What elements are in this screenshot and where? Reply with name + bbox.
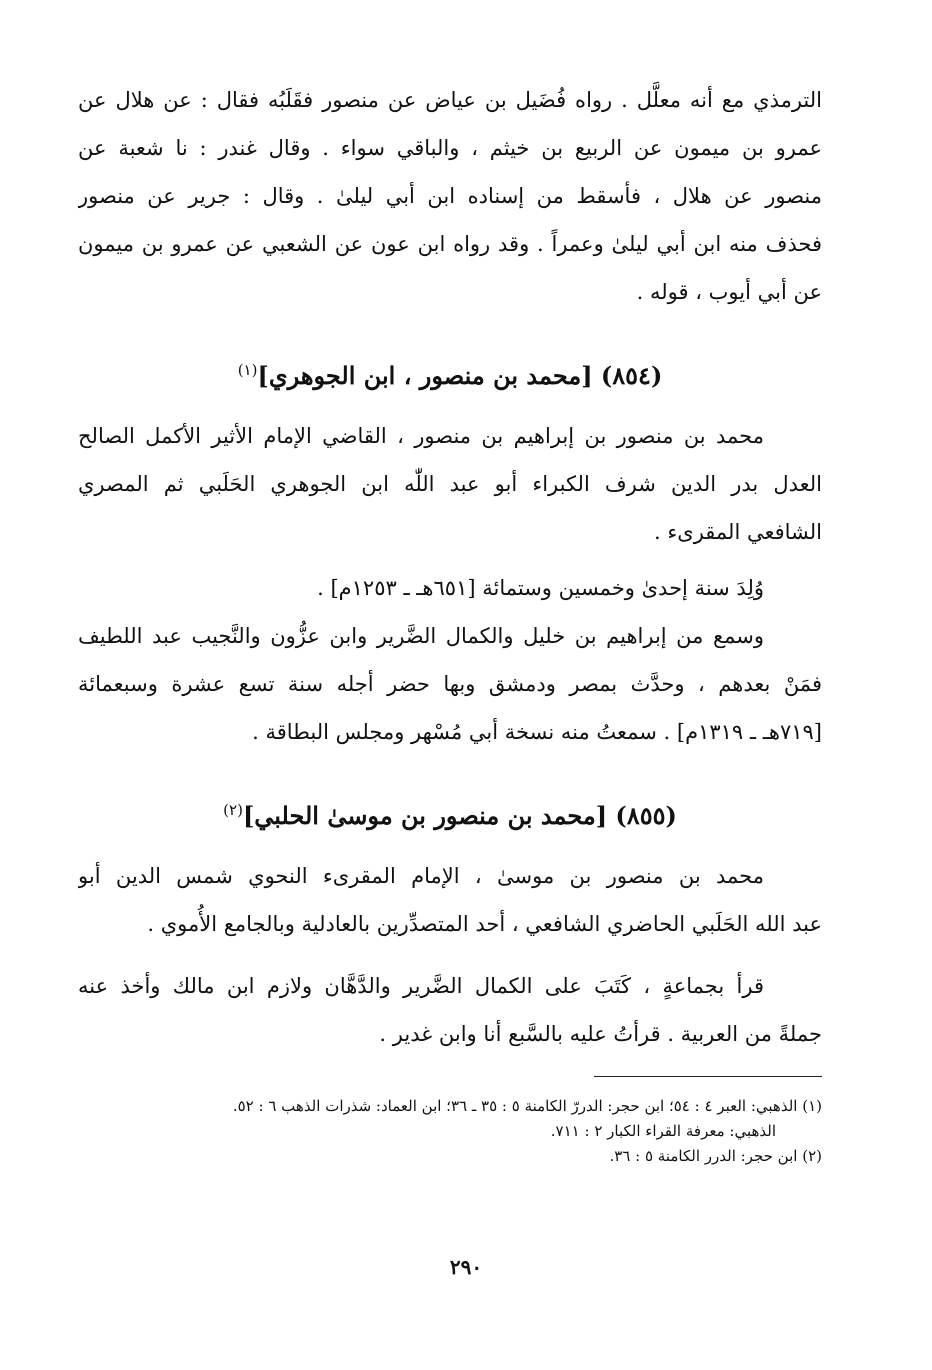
entry-854-title: (٨٥٤) [محمد بن منصور ، ابن الجوهري] xyxy=(257,361,663,390)
text-line: وُلِدَ سنة إحدىٰ وخمسين وستمائة [٦٥١هـ ـ ١٢٥٣م] . xyxy=(317,576,764,600)
footnotes xyxy=(78,1094,822,1169)
text-line: عن أبي أيوب ، قوله . xyxy=(636,280,822,304)
footnote-2: (٢) ابن حجر: الدرر الكامنة ٥ : ٣٦. xyxy=(609,1147,822,1165)
text-line: جملةً من العربية . قرأتُ عليه بالسَّبع أنا وابن غدير . xyxy=(379,1022,822,1046)
entry-854-paragraph-3 xyxy=(78,612,822,756)
text-line: قرأ بجماعةٍ ، كَتَبَ على الكمال الضَّرير والدَّهَّان ولازم ابن مالك وأخذ عنه xyxy=(78,974,764,998)
text-line: العدل بدر الدين شرف الكبراء أبو عبد اللّٰه ابن الجوهري الحَلَبي ثم المصري xyxy=(78,472,822,496)
entry-855-paragraph-1 xyxy=(78,852,822,948)
footnote-ref-2: (٢) xyxy=(223,801,243,819)
text-line: محمد بن منصور بن موسىٰ ، الإمام المقرىء النحوي شمس الدين أبو xyxy=(78,864,764,888)
entry-855-title: (٨٥٥) [محمد بن منصور بن موسىٰ الحلبي] xyxy=(242,801,677,830)
text-line: فحذف منه ابن أبي ليلىٰ وعمراً . وقد رواه ابن عون عن الشعبي عن عمرو بن ميمون xyxy=(78,232,822,256)
footnote-separator xyxy=(594,1076,822,1077)
entry-855-paragraph-2 xyxy=(78,962,822,1058)
entry-854-heading xyxy=(78,356,822,396)
footnote-1-continuation: الذهبي: معرفة القراء الكبار ٢ : ٧١١. xyxy=(550,1122,776,1140)
text-line: منصور عن هلال ، فأسقط من إسناده ابن أبي ليلىٰ . وقال : جرير عن منصور xyxy=(78,184,822,208)
text-line: عمرو بن ميمون عن الربيع بن خيثم ، والباقي سواء . وقال غندر : نا شعبة عن xyxy=(78,136,822,160)
text-line: فمَنْ بعدهم ، وحدَّث بمصر ودمشق وبها حضر أجله سنة تسع عشرة وسبعمائة xyxy=(78,672,822,696)
page-number: ٢٩٠ xyxy=(449,1255,483,1279)
text-line: وسمع من إبراهيم بن خليل والكمال الضَّرير وابن عزُّون والنَّجيب عبد اللطيف xyxy=(78,624,764,648)
text-line: الترمذي مع أنه معلَّل . رواه فُضَيل بن عياض عن منصور فقَلَبُه فقال : عن هلال عن xyxy=(78,88,822,112)
text-line: [٧١٩هـ ـ ١٣١٩م] . سمعتُ منه نسخة أبي مُسْهر ومجلس البطاقة . xyxy=(252,720,822,744)
text-line: محمد بن منصور بن إبراهيم بن منصور ، القاضي الإمام الأثير الأكمل الصالح xyxy=(78,424,764,448)
entry-854-paragraph-1 xyxy=(78,412,822,556)
continuation-paragraph xyxy=(78,76,822,316)
text-line: عبد الله الحَلَبي الحاضري الشافعي ، أحد المتصدِّرين بالعادلية وبالجامع الأُموي . xyxy=(147,912,822,936)
entry-854-paragraph-2 xyxy=(78,564,822,612)
footnote-ref-1: (١) xyxy=(237,361,258,379)
footnote-1: (١) الذهبي: العبر ٤ : ٥٤؛ ابن حجر: الدررّ الكامنة ٥ : ٣٥ ـ ٣٦؛ ابن العماد: شذرات الذهب ٦ : ٥٢. xyxy=(232,1097,822,1115)
text-line: الشافعي المقرىء . xyxy=(654,520,822,544)
entry-855-heading xyxy=(78,796,822,836)
